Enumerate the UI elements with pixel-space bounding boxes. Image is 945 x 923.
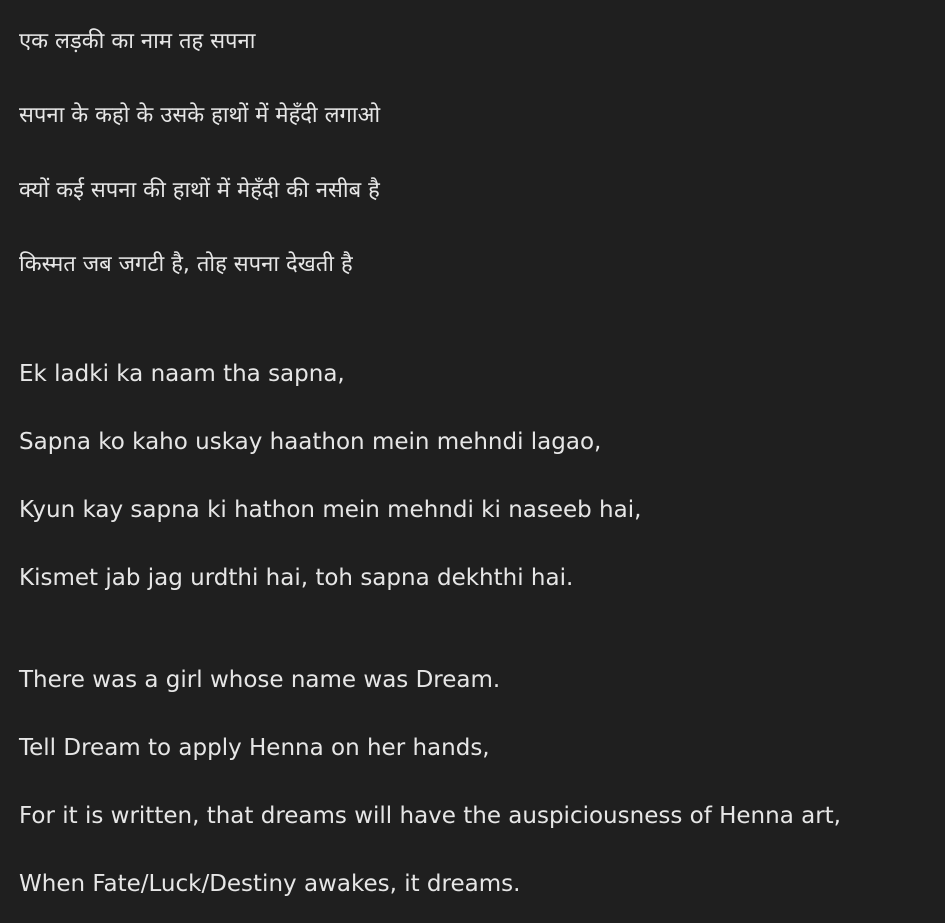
english-line-1: There was a girl whose name was Dream. bbox=[19, 667, 501, 693]
english-line-2: Tell Dream to apply Henna on her hands, bbox=[19, 735, 490, 761]
english-line-3: For it is written, that dreams will have the auspiciousness of Henna art, bbox=[19, 803, 841, 829]
hindi-line-3: क्यों कई सपना की हाथों में मेहँदी की नसीब है bbox=[19, 178, 380, 203]
romanized-line-2: Sapna ko kaho uskay haathon mein mehndi lagao, bbox=[19, 429, 602, 455]
romanized-line-3: Kyun kay sapna ki hathon mein mehndi ki naseeb hai, bbox=[19, 497, 642, 523]
hindi-line-4: किस्मत जब जगटी है, तोह सपना देखती है bbox=[19, 252, 353, 277]
hindi-line-1: एक लड़की का नाम तह सपना bbox=[19, 29, 256, 54]
romanized-line-1: Ek ladki ka naam tha sapna, bbox=[19, 361, 345, 387]
english-line-4: When Fate/Luck/Destiny awakes, it dreams. bbox=[19, 871, 521, 897]
romanized-line-4: Kismet jab jag urdthi hai, toh sapna dekhthi hai. bbox=[19, 565, 574, 591]
hindi-line-2: सपना के कहो के उसके हाथों में मेहँदी लगाओ bbox=[19, 103, 381, 128]
